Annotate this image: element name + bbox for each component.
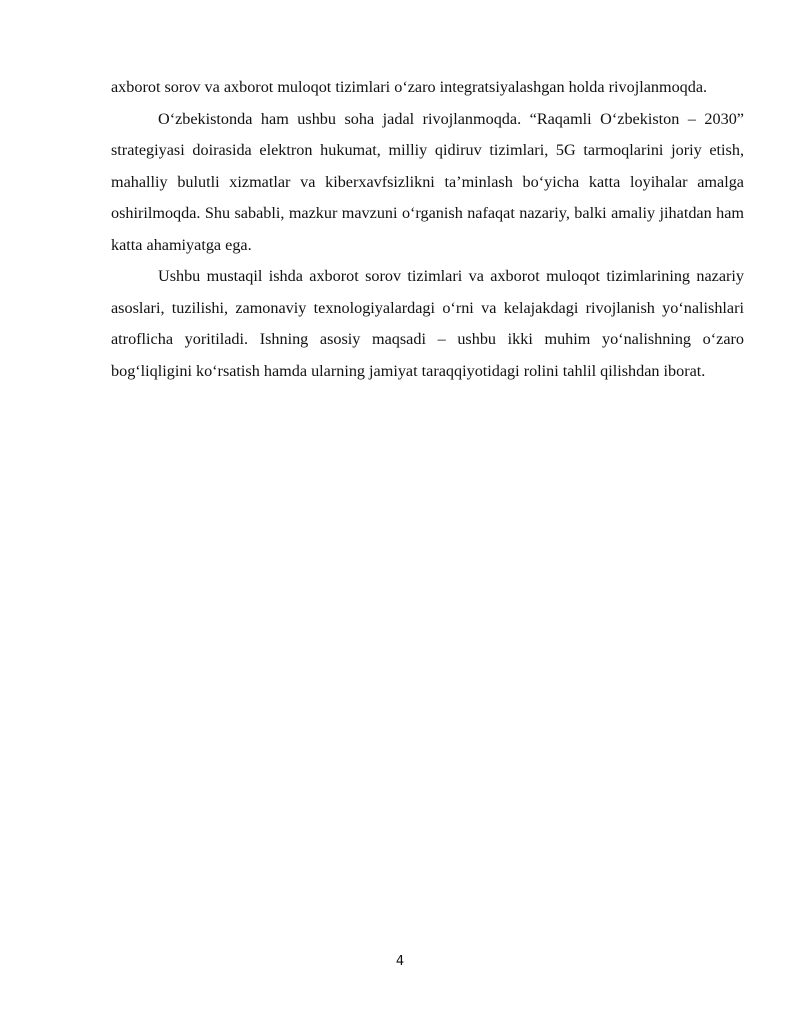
paragraph-continuation: axborot sorov va axborot muloqot tizimlari o‘zaro integratsiyalashgan holda rivojlanmoqda. bbox=[111, 78, 708, 96]
paragraph-work-purpose: Ushbu mustaqil ishda axborot sorov tizimlari va axborot muloqot tizimlarining nazariy asoslari, tuzilishi, zamonaviy texnologiyalardagi o‘rni va kelajakdagi rivojlanish yo‘nalishlari atroflicha yoritiladi. Ishning asosiy maqsadi – ushbu ikki muhim yo‘nalishning o‘zaro bog‘liqligini ko‘rsatish hamda ularning jamiyat taraqqiyotidagi rolini tahlil qilishdan iborat. bbox=[111, 267, 744, 380]
paragraph-uzbekistan-development: O‘zbekistonda ham ushbu soha jadal rivojlanmoqda. “Raqamli O‘zbekiston – 2030” strategiyasi doirasida elektron hukumat, milliy qidiruv tizimlari, 5G tarmoqlarini joriy etish, mahalliy bulutli xizmatlar va kiberxavfsizlikni ta’minlash bo‘yicha katta loyihalar amalga oshirilmoqda. Shu sababli, mazkur mavzuni o‘rganish nafaqat nazariy, balki amaliy jihatdan ham katta ahamiyatga ega. bbox=[111, 109, 744, 254]
body-text bbox=[111, 72, 744, 387]
page-number: 4 bbox=[395, 954, 405, 969]
